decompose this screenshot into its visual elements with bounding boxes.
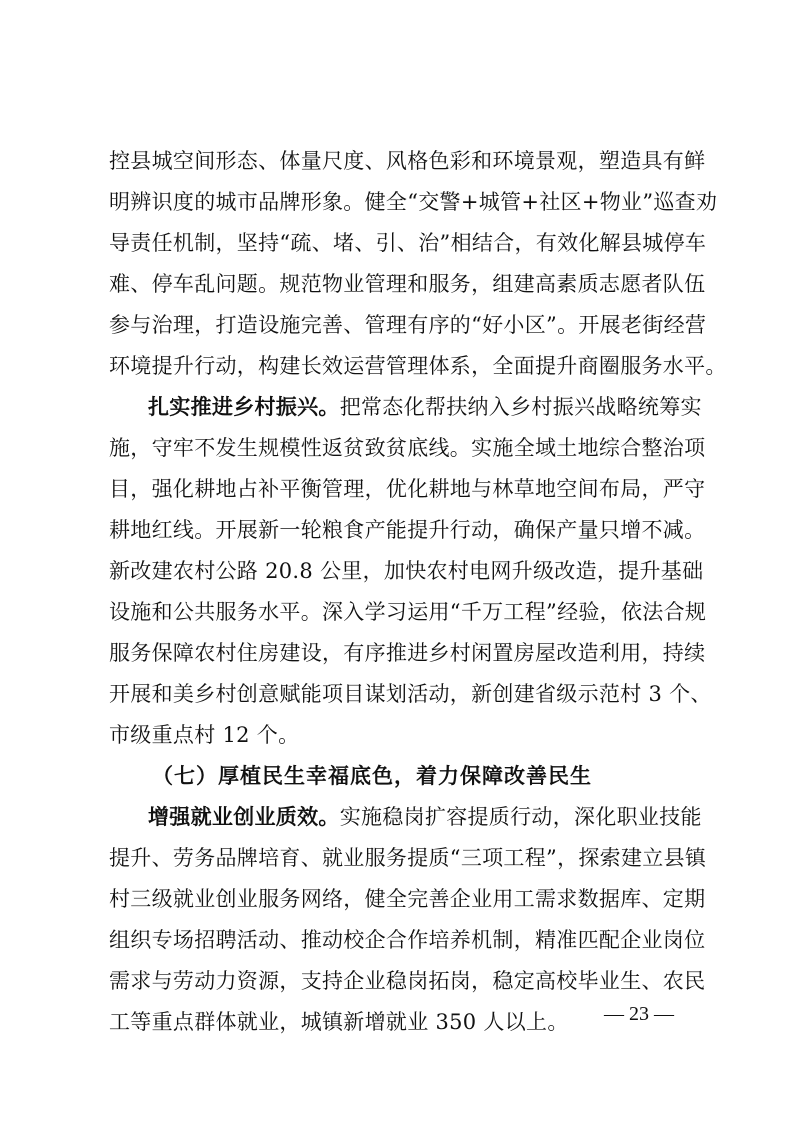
paragraph-line: 村三级就业创业服务网络，健全完善企业用工需求数据库、定期	[109, 887, 706, 911]
paragraph-line: 新改建农村公路 20.8 公里，加快农村电网升级改造，提升基础	[109, 559, 704, 583]
page-number: — 23 —	[604, 1003, 674, 1025]
paragraph-line: 耕地红线。开展新一轮粮食产能提升行动，确保产量只增不减。	[109, 518, 706, 542]
section-heading: （七）厚植民生幸福底色，着力保障改善民生	[152, 763, 592, 788]
paragraph-line: 需求与劳动力资源，支持企业稳岗拓岗，稳定高校毕业生、农民	[109, 969, 706, 993]
paragraph-line: 设施和公共服务水平。深入学习运用“千万工程”经验，依法合规	[109, 600, 707, 624]
employment-lead: 增强就业创业质效。	[148, 804, 340, 829]
paragraph-line: 明辨识度的城市品牌形象。健全“交警+城管+社区+物业”巡查劝	[109, 190, 718, 214]
employment-first-line	[148, 799, 709, 835]
paragraph-line: 市级重点村 12 个。	[109, 723, 300, 747]
paragraph-line: 目，强化耕地占补平衡管理，优化耕地与林草地空间布局，严守	[109, 477, 706, 501]
paragraph-line: 开展和美乡村创意赋能项目谋划活动，新创建省级示范村 3 个、	[109, 682, 712, 706]
rural-first-line-text: 把常态化帮扶纳入乡村振兴战略统筹实	[339, 395, 702, 419]
paragraph-line: 施，守牢不发生规模性返贫致贫底线。实施全域土地综合整治项	[109, 436, 706, 460]
paragraph-line: 控县城空间形态、体量尺度、风格色彩和环境景观，塑造具有鲜	[109, 149, 706, 173]
paragraph-line: 导责任机制，坚持“疏、堵、引、治”相结合，有效化解县城停车	[109, 231, 707, 255]
paragraph-line: 提升、劳务品牌培育、就业服务提质“三项工程”，探索建立县镇	[109, 846, 707, 870]
paragraph-line: 难、停车乱问题。规范物业管理和服务，组建高素质志愿者队伍	[109, 272, 706, 296]
paragraph-line: 参与治理，打造设施完善、管理有序的“好小区”。开展老街经营	[109, 313, 707, 337]
paragraph-line: 环境提升行动，构建长效运营管理体系，全面提升商圈服务水平。	[109, 354, 727, 378]
rural-lead: 扎实推进乡村振兴。	[148, 394, 340, 419]
paragraph-line: 组织专场招聘活动、推动校企合作培养机制，精准匹配企业岗位	[109, 928, 706, 952]
rural-first-line	[148, 389, 709, 425]
paragraph-line: 工等重点群体就业，城镇新增就业 350 人以上。	[109, 1010, 569, 1034]
paragraph-line: 服务保障农村住房建设，有序推进乡村闲置房屋改造利用，持续	[109, 641, 706, 665]
employment-first-line-text: 实施稳岗扩容提质行动，深化职业技能	[339, 805, 702, 829]
